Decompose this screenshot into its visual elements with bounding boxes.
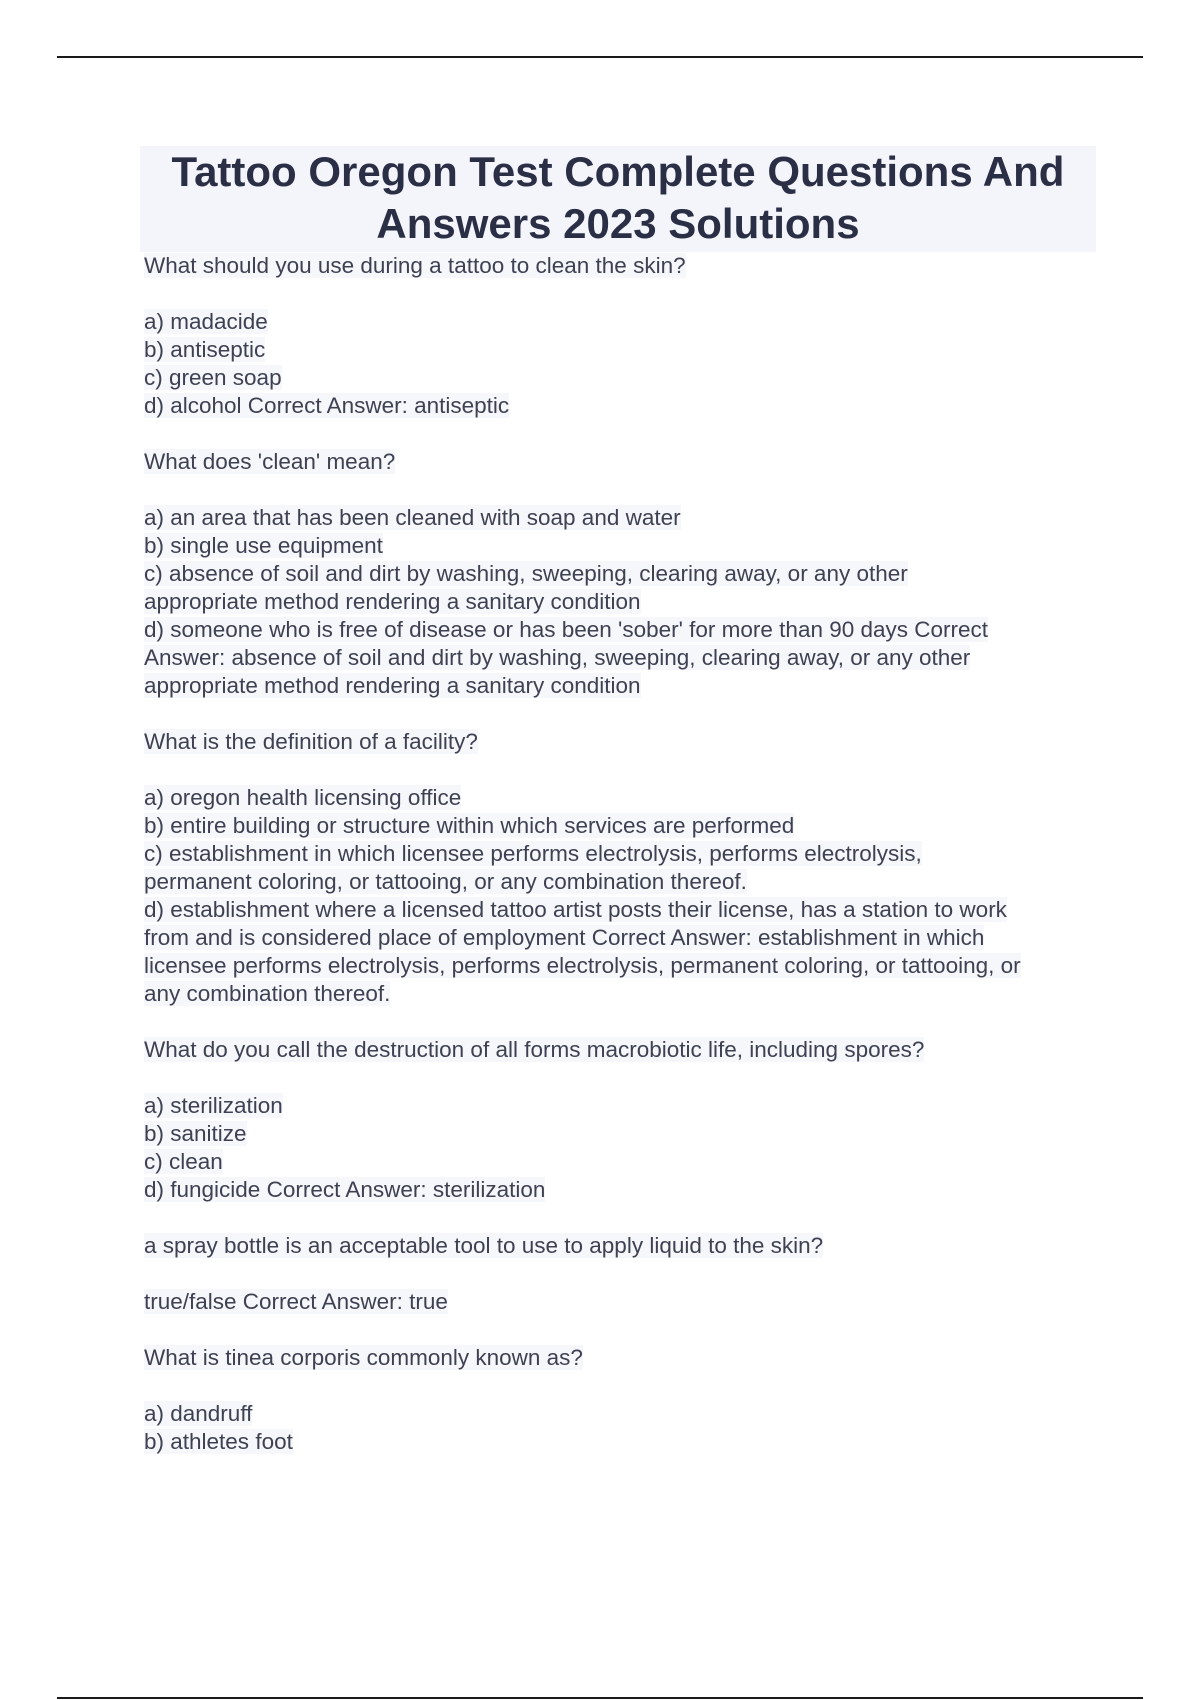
question-block-5	[144, 1232, 1092, 1316]
option-d-answer-cont: any combination thereof.	[144, 981, 391, 1006]
document-body	[144, 252, 1092, 1456]
answer-text: true/false Correct Answer: true	[144, 1289, 448, 1314]
question-text: What should you use during a tattoo to clean the skin?	[144, 253, 686, 278]
option-d-answer-cont: licensee performs electrolysis, performs electrolysis, permanent coloring, or tattooing, or	[144, 953, 1021, 978]
question-text: What do you call the destruction of all forms macrobiotic life, including spores?	[144, 1037, 925, 1062]
option-b: b) single use equipment	[144, 533, 383, 558]
option-d-answer: from and is considered place of employment Correct Answer: establishment in which	[144, 925, 985, 950]
question-text: What does 'clean' mean?	[144, 449, 396, 474]
option-d-answer: d) fungicide Correct Answer: sterilization	[144, 1177, 546, 1202]
option-c: c) establishment in which licensee performs electrolysis, performs electrolysis,	[144, 841, 922, 866]
option-b: b) antiseptic	[144, 337, 266, 362]
question-block-4	[144, 1036, 1092, 1204]
option-d-answer-cont: appropriate method rendering a sanitary condition	[144, 673, 641, 698]
document-page	[144, 146, 1092, 1456]
option-d-answer-cont: Answer: absence of soil and dirt by washing, sweeping, clearing away, or any other	[144, 645, 971, 670]
title-line-2: Answers 2023 Solutions	[376, 200, 860, 247]
question-text: What is the definition of a facility?	[144, 729, 478, 754]
question-block-6	[144, 1344, 1092, 1456]
option-d-answer: d) someone who is free of disease or has been 'sober' for more than 90 days Correct	[144, 617, 989, 642]
option-c-cont: permanent coloring, or tattooing, or any combination thereof.	[144, 869, 747, 894]
question-block-3	[144, 728, 1092, 1008]
option-b: b) athletes foot	[144, 1429, 293, 1454]
top-rule	[57, 56, 1143, 58]
option-a: a) madacide	[144, 309, 268, 334]
document-title	[140, 146, 1096, 252]
bottom-rule	[57, 1697, 1143, 1699]
option-c: c) clean	[144, 1149, 223, 1174]
question-text: What is tinea corporis commonly known as?	[144, 1345, 583, 1370]
option-a: a) an area that has been cleaned with soap and water	[144, 505, 681, 530]
option-c: c) green soap	[144, 365, 282, 390]
option-b: b) sanitize	[144, 1121, 247, 1146]
question-block-2	[144, 448, 1092, 700]
option-c: c) absence of soil and dirt by washing, sweeping, clearing away, or any other	[144, 561, 908, 586]
option-a: a) sterilization	[144, 1093, 283, 1118]
question-block-1	[144, 252, 1092, 420]
option-b: b) entire building or structure within which services are performed	[144, 813, 795, 838]
title-line-1: Tattoo Oregon Test Complete Questions And	[171, 148, 1065, 195]
question-text: a spray bottle is an acceptable tool to use to apply liquid to the skin?	[144, 1233, 824, 1258]
option-d-answer: d) alcohol Correct Answer: antiseptic	[144, 393, 510, 418]
option-a: a) dandruff	[144, 1401, 253, 1426]
option-c-cont: appropriate method rendering a sanitary condition	[144, 589, 641, 614]
option-a: a) oregon health licensing office	[144, 785, 462, 810]
option-d: d) establishment where a licensed tattoo artist posts their license, has a station to work	[144, 897, 1007, 922]
